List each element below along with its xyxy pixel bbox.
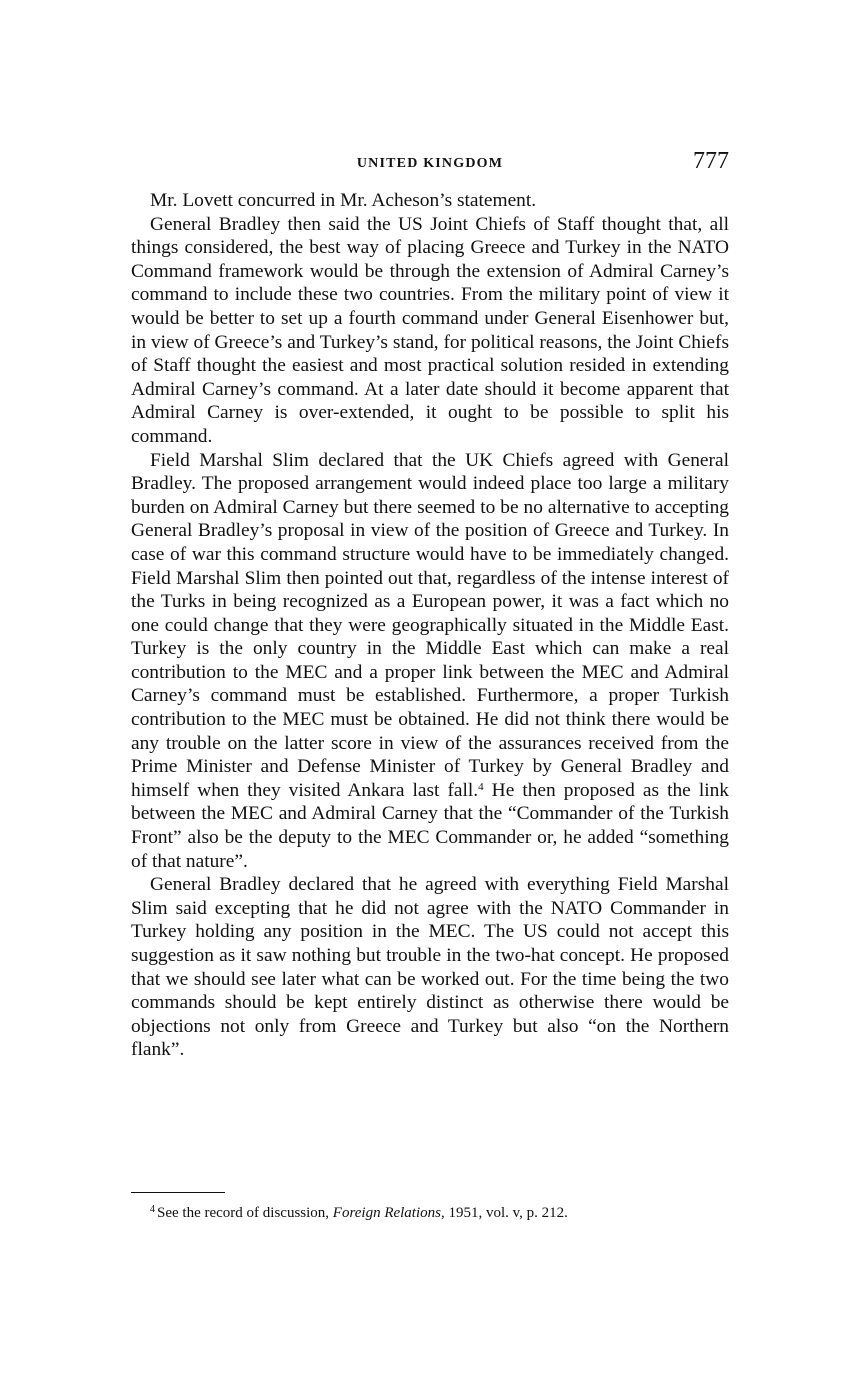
footnote-divider xyxy=(131,1192,225,1193)
paragraph-slim-response xyxy=(131,449,729,874)
body-text xyxy=(131,189,729,1062)
running-title: UNITED KINGDOM xyxy=(356,156,504,171)
footnote-publication-title: Foreign Relations xyxy=(332,1205,441,1221)
paragraph-bradley-reply: General Bradley declared that he agreed with everything Field Marshal Slim said excepting that he did not agree with the NATO Commander in Turkey holding any position in the MEC. The US could not accept this suggestion as it saw nothing but trouble in the two-hat concept. He proposed that we should see later what can be worked out. For the time being the two commands should be kept entirely distinct as otherwise there would be objections not only from Greece and Turkey but also “on the Northern flank”. xyxy=(131,874,729,1061)
running-head xyxy=(131,148,729,182)
paragraph-bradley-proposal: General Bradley then said the US Joint Chiefs of Staff thought that, all things considered, the best way of placing Greece and Turkey in the NATO Command framework would be through the extension of Admiral Carney’s command to include these two countries. From the military point of view it would be better to set up a fourth command under General Eisenhower but, in view of Greece’s and Turkey’s stand, for political reasons, the Joint Chiefs of Staff thought the easiest and most practical solution resided in extending Admiral Carney’s command. At a later date should it become apparent that Admiral Carney is over-extended, it ought to be possible to split his command. xyxy=(131,213,729,447)
footnote-reference: 4 xyxy=(478,780,484,793)
footnote-text-after: , 1951, vol. v, p. 212. xyxy=(440,1205,568,1221)
paragraph-slim-text-1: Field Marshal Slim declared that the UK Chiefs agreed with General Bradley. The proposed arrangement would indeed place too large a military burden on Admiral Carney but there seemed to be no alternative to accepting General Bradley’s proposal in view of the position of Greece and Turkey. In case of war this command structure would have to be immediately changed. Field Marshal Slim then pointed out that, regardless of the intense interest of the Turks in being recognized as a European power, it was a fact which no one could change that they were geographically situated in the Middle East. Turkey is the only country in the Middle East which can make a real contribution to the MEC and a proper link between the MEC and Admiral Carney’s command must be established. Furthermore, a proper Turkish contribution to the MEC must be obtained. He did not think there would be any trouble on the latter score in view of the assurances received from the Prime Minister and Defense Minister of Turkey by General Bradley and himself when they visited Ankara last fall. xyxy=(131,449,729,801)
footnote-text-before: See the record of discussion, xyxy=(157,1205,333,1221)
footnote-mark: 4 xyxy=(150,1204,155,1215)
footnote xyxy=(131,1203,729,1223)
page-number: 777 xyxy=(693,148,729,174)
paragraph-slim-text-2: He then proposed as the link between the MEC and Admiral Carney that the “Commander of the Turkish Front” also be the deputy to the MEC Commander or, he added “something of that nature”. xyxy=(131,779,729,872)
paragraph-lovett: Mr. Lovett concurred in Mr. Acheson’s statement. xyxy=(150,190,537,211)
